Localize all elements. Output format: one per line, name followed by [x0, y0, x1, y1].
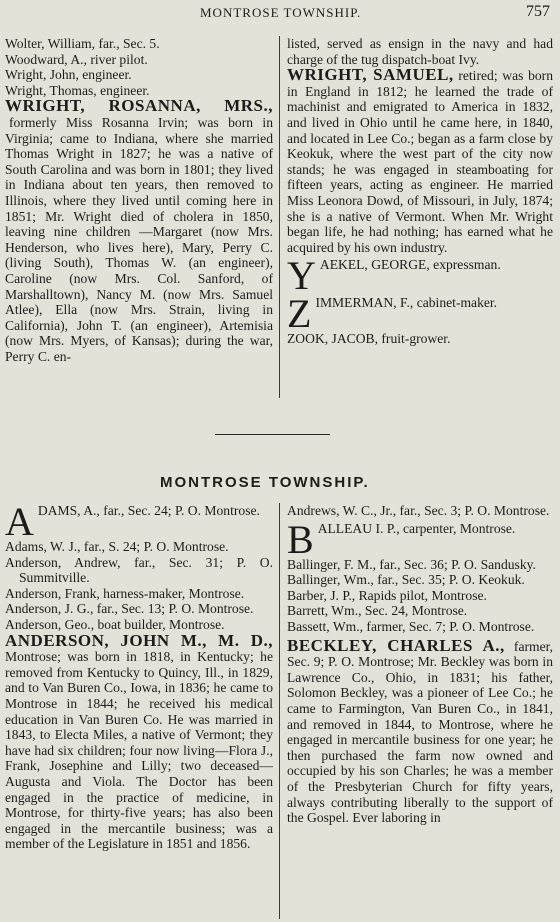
- directory-line: Andrews, W. C., Jr., far., Sec. 3; P. O. Montrose.: [287, 503, 550, 518]
- entry-text: IMMERMAN, F., cabinet-maker.: [315, 295, 498, 311]
- directory-line: Barrett, Wm., Sec. 24, Montrose.: [287, 603, 468, 619]
- drop-cap-entry: [287, 516, 553, 562]
- entry-text: Montrose; was born in 1818, in Kentucky; he removed from Kentucky to Quincy, Ill., in 1829, and to Van Buren Co., Iowa, in 1836; he came to Montrose in 1844; he received his medical education in Van Buren Co. He was married in 1843, to Electa Miles, a native of Vermont; they have had six children; four now living—Flora J., Frank, Josephine and Lilly; two deceased—Augusta and Viola. The Doctor has been engaged in the practice of medicine, in Montrose, for thirty-five years; has also been engaged in the mercantile business; was a member of the Legislature in 1851 and 1856.: [5, 649, 273, 852]
- entry-name: BECKLEY, CHARLES A.,: [287, 635, 505, 655]
- drop-cap-entry: [287, 253, 553, 299]
- directory-line: Woodward, A., river pilot.: [5, 51, 148, 67]
- drop-cap: Z: [287, 291, 312, 337]
- entry-text: ALLEAU I. P., carpenter, Montrose.: [317, 520, 516, 536]
- section-rule: [215, 434, 330, 435]
- biography-entry: [287, 635, 553, 826]
- directory-line: Anderson, J. G., far., Sec. 13; P. O. Montrose.: [5, 601, 254, 617]
- directory-line: Adams, W. J., far., S. 24; P. O. Montrose.: [5, 539, 229, 554]
- top-left-column: [5, 36, 273, 364]
- running-head: [0, 3, 560, 23]
- entry-name: WRIGHT, SAMUEL,: [287, 65, 454, 85]
- directory-line: Barber, J. P., Rapids pilot, Montrose.: [287, 587, 487, 603]
- biography-entry: [287, 67, 553, 255]
- entry-name: ANDERSON, JOHN M., M. D.,: [5, 630, 273, 650]
- biography-entry: [5, 98, 273, 364]
- drop-cap: Y: [287, 253, 316, 299]
- directory-line: Wolter, William, far., Sec. 5.: [5, 36, 160, 51]
- drop-cap-entry: [287, 291, 553, 337]
- directory-line: Anderson, Frank, harness-maker, Montrose.: [5, 585, 245, 601]
- column-divider-top: [279, 36, 280, 398]
- directory-line: Anderson, Geo., boat builder, Montrose.: [5, 616, 225, 632]
- directory-line: Bassett, Wm., farmer, Sec. 7; P. O. Montrose.: [287, 618, 535, 634]
- drop-cap: A: [5, 499, 34, 544]
- drop-cap-entry: [5, 499, 273, 544]
- directory-line: Ballinger, Wm., far., Sec. 35; P. O. Keokuk.: [287, 572, 525, 588]
- entry-text: farmer, Sec. 9; P. O. Montrose; Mr. Beckley was born in Lawrence Co., Ohio, in 1831; his father, Solomon Beckley, was a pioneer of Lee Co.; he came to Farmington, Van Buren Co., in 1841, and removed in 1844, to Montrose, where he engaged in mercantile business for one year; he then purchased the farm now owned and occupied by his son Charles; he was a member of the Presbyterian Church for fifty years, always contributing liberally to the support of the Gospel. Ever laboring in: [287, 638, 553, 826]
- directory-line: Ballinger, F. M., far., Sec. 36; P. O. Sandusky.: [287, 556, 536, 572]
- directory-line: Wright, John, engineer.: [5, 67, 132, 83]
- entry-name: WRIGHT, ROSANNA, MRS.,: [5, 96, 273, 116]
- running-head-title: MONTROSE TOWNSHIP.: [200, 5, 362, 20]
- entry-text: AEKEL, GEORGE, expressman.: [319, 257, 501, 273]
- page-number: 757: [526, 3, 550, 20]
- directory-line: Wright, Thomas, engineer.: [5, 82, 150, 98]
- column-divider-bottom: [279, 503, 280, 919]
- directory-line: Anderson, Andrew, far., Sec. 31; P. O. Summitville.: [5, 554, 273, 586]
- top-right-column: [287, 36, 553, 347]
- section-title: MONTROSE TOWNSHIP.: [160, 474, 370, 491]
- bottom-right-column: [287, 503, 553, 826]
- drop-cap: B: [287, 516, 314, 562]
- entry-text: retired; was born in England in 1812; he learned the trade of machinist and emigrated to America in 1832, and lived in Ohio until he came here, in 1840, and located in Lee Co.; began as a farm close by Keokuk, where the west part of the city now stands; he was engaged in steamboating for fifteen years, acting as engineer. He married Miss Leonora Dowd, of Missouri, in July, 1874; she is a native of Vermont. When Mr. Wright began life, he had nothing; has earned what he acquired by his own industry.: [287, 68, 553, 255]
- bottom-left-column: [5, 499, 273, 852]
- entry-text: formerly Miss Rosanna Irvin; was born in Virginia; came to Indiana, where she married Thomas Wright in 1827; he was a native of South Carolina and was born in 1801; they lived in Indiana about ten years, then removed to Illinois, where they lived until coming here in 1851; Mr. Wright died of cholera in 1850, leaving nine children —Margaret (now Mrs. Henderson, who lives here), Mary, Perry C. (living South), Thomas W. (an engineer), Caroline (now Mrs. Col. Sanford, of Marshalltown), Nancy M. (now Mrs. Samuel Atlee), Ella (now Mrs. Strain, living in California), John T. (an engineer), Artemisia (now Mrs. Myers, of Kansas); during the war, Perry C. en-: [5, 114, 273, 364]
- biography-entry: [5, 630, 273, 852]
- entry-text: DAMS, A., far., Sec. 24; P. O. Montrose.: [37, 503, 260, 518]
- continued-text: listed, served as ensign in the navy and had charge of the tug dispatch-boat Ivy.: [287, 36, 553, 67]
- directory-line: ZOOK, JACOB, fruit-grower.: [287, 331, 451, 347]
